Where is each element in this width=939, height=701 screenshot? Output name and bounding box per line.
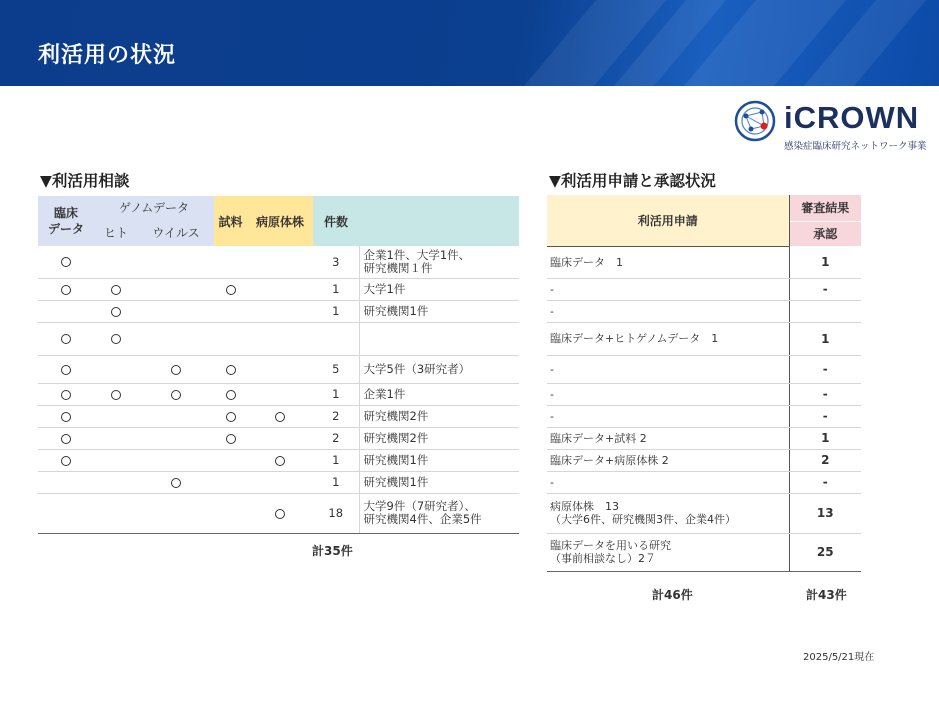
- table-row: [38, 493, 519, 533]
- result-cell: -: [789, 471, 861, 493]
- table-row: [38, 278, 519, 300]
- mark-cell-pathogen: [247, 471, 313, 493]
- mark-cell-clinical: [38, 246, 94, 278]
- count-cell: 1: [313, 278, 359, 300]
- mark-cell-pathogen: [247, 493, 313, 533]
- mark-cell-human: [94, 405, 138, 427]
- circle-mark-icon: [61, 412, 71, 422]
- table-row: [38, 449, 519, 471]
- mark-cell-specimen: [214, 322, 247, 355]
- mark-cell-clinical: [38, 300, 94, 322]
- circle-mark-icon: [171, 478, 181, 488]
- circle-mark-icon: [111, 390, 121, 400]
- mark-cell-clinical: [38, 322, 94, 355]
- application-cell: -: [547, 300, 789, 322]
- mark-cell-pathogen: [247, 405, 313, 427]
- header-count: 件数: [313, 196, 359, 246]
- applications-table: [547, 195, 861, 572]
- detail-cell: 企業1件、大学1件、 研究機関１件: [359, 246, 519, 278]
- mark-cell-specimen: [214, 493, 247, 533]
- table-row: [38, 383, 519, 405]
- circle-mark-icon: [111, 285, 121, 295]
- logo-subtitle: 感染症臨床研究ネットワーク事業: [784, 141, 927, 152]
- icrown-logo: [734, 100, 929, 154]
- mark-cell-virus: [138, 449, 214, 471]
- mark-cell-specimen: [214, 278, 247, 300]
- table-row: [38, 405, 519, 427]
- application-cell: 臨床データ+試料 2: [547, 427, 789, 449]
- mark-cell-specimen: [214, 405, 247, 427]
- table-row: [38, 246, 519, 278]
- result-cell: -: [789, 405, 861, 427]
- mark-cell-specimen: [214, 383, 247, 405]
- table-row: [547, 449, 861, 471]
- header-detail: [359, 196, 519, 246]
- result-cell: -: [789, 355, 861, 383]
- circle-mark-icon: [226, 390, 236, 400]
- table-row: [547, 355, 861, 383]
- mark-cell-human: [94, 322, 138, 355]
- mark-cell-pathogen: [247, 300, 313, 322]
- circle-mark-icon: [61, 456, 71, 466]
- circle-mark-icon: [111, 334, 121, 344]
- mark-cell-virus: [138, 471, 214, 493]
- mark-cell-clinical: [38, 278, 94, 300]
- count-cell: 1: [313, 383, 359, 405]
- mark-cell-human: [94, 493, 138, 533]
- header-pathogen: 病原体株: [247, 196, 313, 246]
- detail-cell: 企業1件: [359, 383, 519, 405]
- mark-cell-specimen: [214, 300, 247, 322]
- result-cell: 1: [789, 322, 861, 355]
- network-logo-icon: [734, 100, 776, 142]
- mark-cell-clinical: [38, 355, 94, 383]
- application-cell: -: [547, 471, 789, 493]
- result-cell: 1: [789, 427, 861, 449]
- mark-cell-clinical: [38, 427, 94, 449]
- mark-cell-human: [94, 300, 138, 322]
- mark-cell-virus: [138, 405, 214, 427]
- consult-table: [38, 196, 519, 534]
- circle-mark-icon: [61, 334, 71, 344]
- circle-mark-icon: [171, 365, 181, 375]
- application-cell: 臨床データ+病原体株 2: [547, 449, 789, 471]
- count-cell: [313, 322, 359, 355]
- mark-cell-pathogen: [247, 278, 313, 300]
- result-cell: 1: [789, 246, 861, 278]
- detail-cell: 研究機関2件: [359, 427, 519, 449]
- count-cell: 18: [313, 493, 359, 533]
- mark-cell-specimen: [214, 427, 247, 449]
- result-cell: [789, 300, 861, 322]
- count-cell: 1: [313, 471, 359, 493]
- circle-mark-icon: [61, 434, 71, 444]
- mark-cell-virus: [138, 246, 214, 278]
- table-row: [547, 405, 861, 427]
- result-cell: -: [789, 278, 861, 300]
- table-row: [547, 427, 861, 449]
- count-cell: 3: [313, 246, 359, 278]
- circle-mark-icon: [226, 434, 236, 444]
- mark-cell-human: [94, 278, 138, 300]
- applications-total: 計46件: [652, 588, 693, 602]
- table-row: [38, 355, 519, 383]
- circle-mark-icon: [61, 257, 71, 267]
- mark-cell-virus: [138, 383, 214, 405]
- detail-cell: [359, 322, 519, 355]
- count-cell: 1: [313, 449, 359, 471]
- mark-cell-clinical: [38, 383, 94, 405]
- mark-cell-human: [94, 449, 138, 471]
- header-clinical-data: 臨床 データ: [38, 196, 94, 246]
- header-banner: [0, 0, 939, 86]
- mark-cell-clinical: [38, 471, 94, 493]
- table-row: [38, 322, 519, 355]
- mark-cell-virus: [138, 355, 214, 383]
- application-cell: 臨床データ 1: [547, 246, 789, 278]
- result-cell: 2: [789, 449, 861, 471]
- application-cell: -: [547, 405, 789, 427]
- circle-mark-icon: [111, 307, 121, 317]
- mark-cell-pathogen: [247, 427, 313, 449]
- table-row: [547, 246, 861, 278]
- table-row: [38, 427, 519, 449]
- logo-text: iCROWN: [784, 100, 920, 135]
- result-cell: 25: [789, 533, 861, 571]
- mark-cell-clinical: [38, 449, 94, 471]
- result-cell: 13: [789, 493, 861, 533]
- application-cell: 臨床データ+ヒトゲノムデータ 1: [547, 322, 789, 355]
- mark-cell-specimen: [214, 246, 247, 278]
- mark-cell-human: [94, 471, 138, 493]
- consult-total: 計35件: [312, 544, 353, 558]
- mark-cell-clinical: [38, 405, 94, 427]
- count-cell: 1: [313, 300, 359, 322]
- page-title: 利活用の状況: [38, 43, 177, 68]
- circle-mark-icon: [275, 456, 285, 466]
- detail-cell: 大学5件（3研究者）: [359, 355, 519, 383]
- mark-cell-human: [94, 383, 138, 405]
- table-row: [547, 533, 861, 571]
- detail-cell: 研究機関1件: [359, 449, 519, 471]
- mark-cell-virus: [138, 300, 214, 322]
- mark-cell-pathogen: [247, 355, 313, 383]
- header-human: ヒト: [94, 218, 138, 246]
- header-virus: ウイルス: [138, 218, 214, 246]
- mark-cell-human: [94, 246, 138, 278]
- count-cell: 2: [313, 405, 359, 427]
- application-cell: 臨床データを用いる研究 （事前相談なし）2７: [547, 533, 789, 571]
- detail-cell: 研究機関2件: [359, 405, 519, 427]
- circle-mark-icon: [226, 412, 236, 422]
- circle-mark-icon: [275, 412, 285, 422]
- table-row: [38, 471, 519, 493]
- table-row: [547, 383, 861, 405]
- table-row: [547, 300, 861, 322]
- table-row: [547, 322, 861, 355]
- approved-total: 計43件: [806, 588, 847, 602]
- mark-cell-virus: [138, 278, 214, 300]
- circle-mark-icon: [275, 509, 285, 519]
- circle-mark-icon: [61, 390, 71, 400]
- circle-mark-icon: [61, 365, 71, 375]
- detail-cell: 研究機関1件: [359, 300, 519, 322]
- count-cell: 5: [313, 355, 359, 383]
- mark-cell-specimen: [214, 355, 247, 383]
- circle-mark-icon: [226, 365, 236, 375]
- mark-cell-pathogen: [247, 383, 313, 405]
- application-cell: 病原体株 13 （大学6件、研究機関3件、企業4件）: [547, 493, 789, 533]
- header-approved: 承認: [789, 221, 861, 246]
- result-cell: -: [789, 383, 861, 405]
- header-application: 利活用申請: [547, 195, 789, 246]
- mark-cell-specimen: [214, 449, 247, 471]
- application-cell: -: [547, 355, 789, 383]
- mark-cell-human: [94, 427, 138, 449]
- mark-cell-virus: [138, 427, 214, 449]
- circle-mark-icon: [61, 285, 71, 295]
- mark-cell-virus: [138, 322, 214, 355]
- application-cell: -: [547, 278, 789, 300]
- mark-cell-pathogen: [247, 449, 313, 471]
- header-review-result: 審査結果: [789, 195, 861, 221]
- consult-section-title: ▼利活用相談: [40, 172, 130, 190]
- header-genome-data: ゲノムデータ: [94, 196, 214, 218]
- circle-mark-icon: [226, 285, 236, 295]
- table-row: [38, 300, 519, 322]
- application-cell: -: [547, 383, 789, 405]
- table-row: [547, 278, 861, 300]
- applications-section-title: ▼利活用申請と承認状況: [549, 172, 716, 190]
- mark-cell-clinical: [38, 493, 94, 533]
- header-specimen: 試料: [214, 196, 247, 246]
- mark-cell-human: [94, 355, 138, 383]
- as-of-date: 2025/5/21現在: [803, 652, 875, 663]
- mark-cell-specimen: [214, 471, 247, 493]
- circle-mark-icon: [171, 390, 181, 400]
- mark-cell-pathogen: [247, 246, 313, 278]
- mark-cell-pathogen: [247, 322, 313, 355]
- detail-cell: 研究機関1件: [359, 471, 519, 493]
- table-row: [547, 471, 861, 493]
- mark-cell-virus: [138, 493, 214, 533]
- table-row: [547, 493, 861, 533]
- detail-cell: 大学1件: [359, 278, 519, 300]
- detail-cell: 大学9件（7研究者）、 研究機関4件、企業5件: [359, 493, 519, 533]
- count-cell: 2: [313, 427, 359, 449]
